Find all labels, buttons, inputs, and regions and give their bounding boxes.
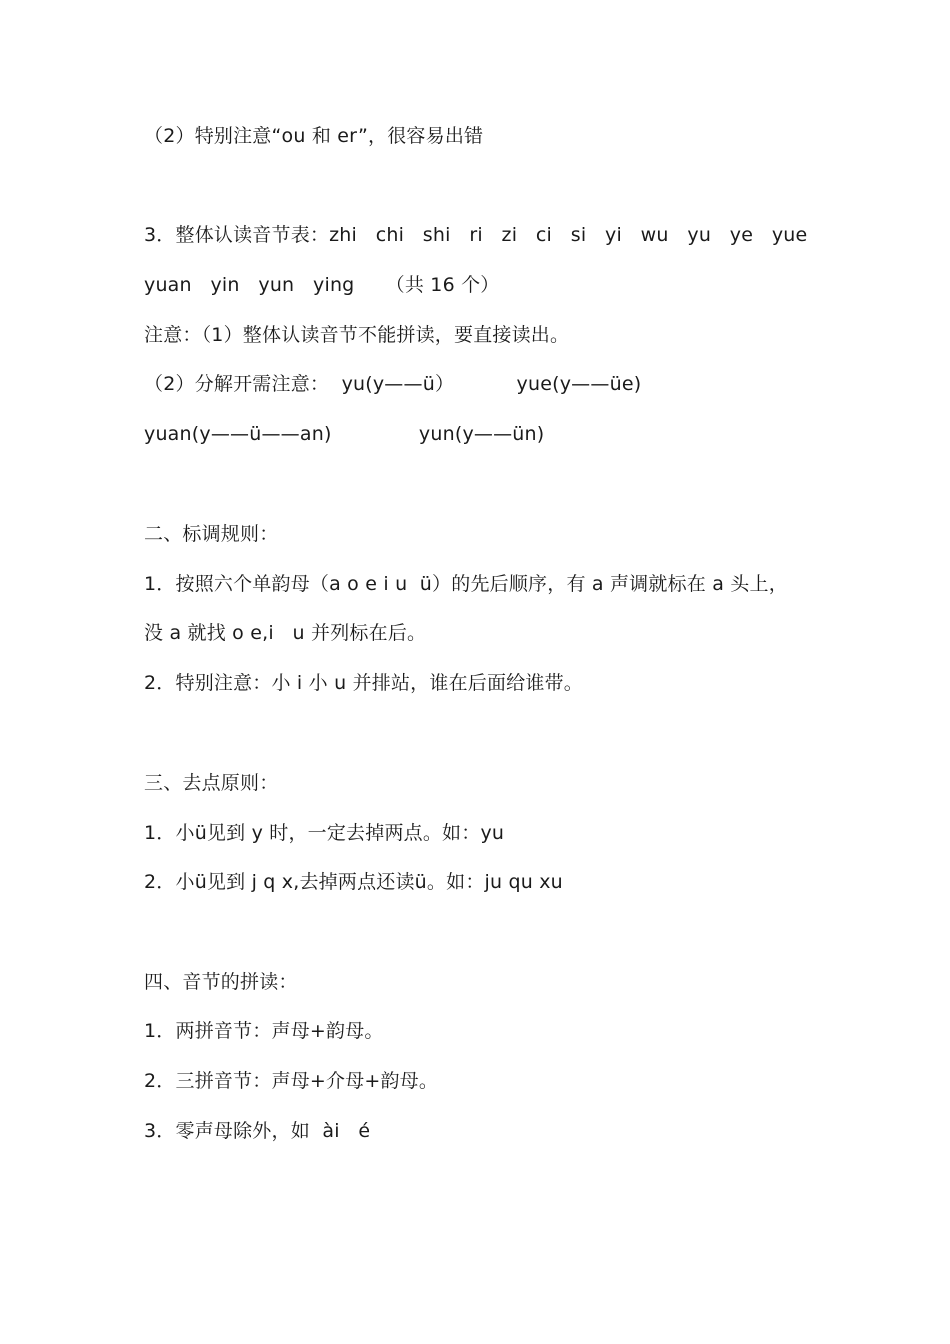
spelling-rule-2: 2．三拼音节：声母+介母+韵母。 xyxy=(144,1070,439,1092)
whole-syllable-table-line-2: yuan yin yun ying （共 16 个） xyxy=(144,274,500,296)
section-heading-syllable-spelling: 四、音节的拼读： xyxy=(144,971,298,993)
spelling-rule-1: 1．两拼音节：声母+韵母。 xyxy=(144,1020,384,1042)
section-heading-dot-removal: 三、去点原则： xyxy=(144,772,279,794)
dot-rule-2: 2．小ü见到 j q x,去掉两点还读ü。如：ju qu xu xyxy=(144,871,563,893)
dot-rule-1: 1．小ü见到 y 时，一定去掉两点。如：yu xyxy=(144,822,505,844)
tone-rule-2: 2．特别注意：小 i 小 u 并排站，谁在后面给谁带。 xyxy=(144,672,583,694)
note-ou-er: （2）特别注意“ou 和 er”，很容易出错 xyxy=(144,125,484,147)
tone-rule-1-line-1: 1．按照六个单韵母（a o e i u ü）的先后顺序，有 a 声调就标在 a 头上， xyxy=(144,573,788,595)
whole-syllable-table-line-1: 3．整体认读音节表：zhi chi shi ri zi ci si yi wu yu ye yue xyxy=(144,224,808,246)
spelling-rule-3: 3．零声母除外，如 ài é xyxy=(144,1120,371,1142)
note-whole-syllable-read: 注意：（1）整体认读音节不能拼读，要直接读出。 xyxy=(144,324,570,346)
tone-rule-1-line-2: 没 a 就找 o e,i u 并列标在后。 xyxy=(144,622,427,644)
note-decompose-line-2: yuan(y——ü——an) yun(y——ün) xyxy=(144,423,545,445)
note-decompose-line-1: （2）分解开需注意： yu(y——ü） yue(y——üe) xyxy=(144,373,642,395)
section-heading-tone-rules: 二、标调规则： xyxy=(144,523,279,545)
